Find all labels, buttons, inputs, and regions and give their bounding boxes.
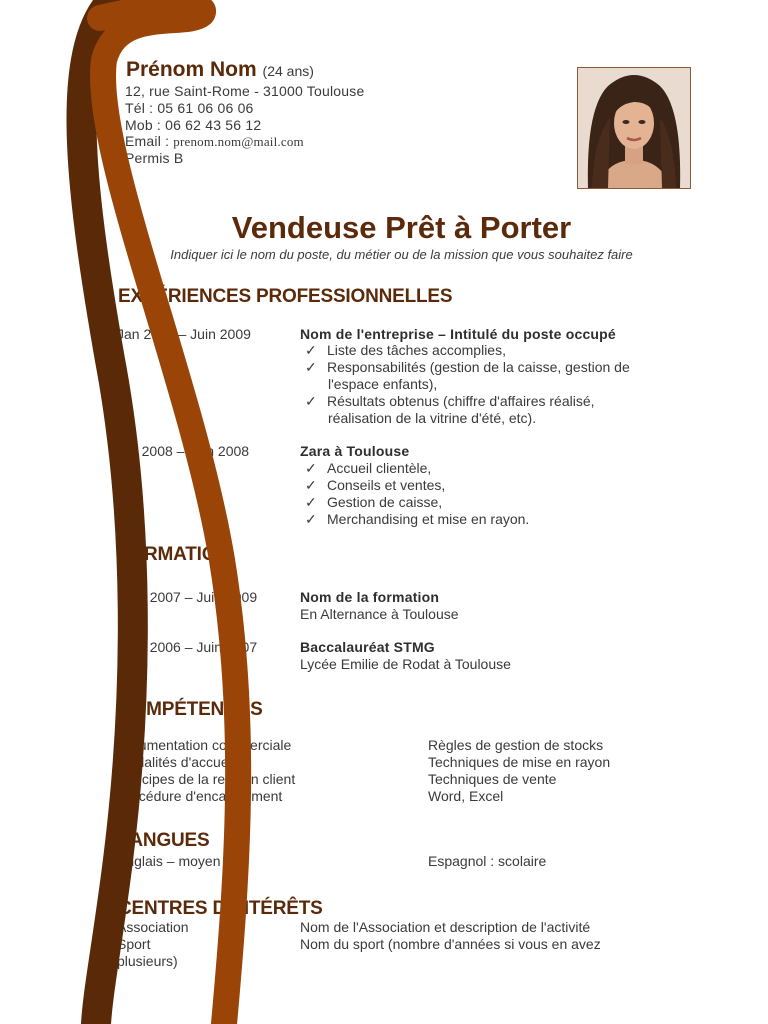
email-value: prenom.nom@mail.com bbox=[173, 134, 304, 149]
competence-item: Argumentation commerciale bbox=[117, 737, 292, 753]
interest-label: Association bbox=[117, 919, 189, 935]
check-mark-icon: ✓ bbox=[305, 494, 317, 510]
experience-heading: Zara à Toulouse bbox=[300, 443, 410, 459]
candidate-name bbox=[126, 58, 314, 82]
task-item: ✓ Liste des tâches accomplies, bbox=[305, 342, 506, 358]
competence-item: Procédure d'encaissement bbox=[117, 788, 283, 804]
check-mark-icon: ✓ bbox=[305, 511, 317, 527]
task-item: ✓ Résultats obtenus (chiffre d'affaires réalisé, bbox=[305, 393, 595, 409]
job-subtitle: Indiquer ici le nom du poste, du métier ou de la mission que vous souhaitez faire bbox=[170, 247, 633, 262]
task-item: ✓ Conseils et ventes, bbox=[305, 477, 446, 493]
formation-detail: En Alternance à Toulouse bbox=[300, 606, 459, 622]
experience-date: Jan 2009 – Juin 2009 bbox=[117, 326, 251, 342]
mobile: Mob : 06 62 43 56 12 bbox=[125, 117, 262, 133]
job-title: Vendeuse Prêt à Porter bbox=[231, 210, 572, 245]
formation-detail: Lycée Emilie de Rodat à Toulouse bbox=[300, 656, 511, 672]
interest-label: Sport bbox=[117, 936, 151, 952]
phone: Tél : 05 61 06 06 06 bbox=[125, 100, 254, 116]
task-item: ✓ Responsabilités (gestion de la caisse, gestion de bbox=[305, 359, 630, 375]
formation-heading: Baccalauréat STMG bbox=[300, 639, 435, 655]
language-item: Espagnol : scolaire bbox=[428, 853, 547, 869]
competence-item: Principes de la relation client bbox=[117, 771, 296, 787]
task-item: ✓ Merchandising et mise en rayon. bbox=[305, 511, 530, 527]
formation-heading: Nom de la formation bbox=[300, 589, 440, 605]
task-item-continuation: l'espace enfants), bbox=[328, 376, 438, 392]
portrait-image bbox=[578, 68, 690, 188]
section-langues-title: LANGUES bbox=[118, 830, 210, 851]
competence-item: Règles de gestion de stocks bbox=[428, 737, 604, 753]
candidate-name-text: Prénom Nom bbox=[126, 58, 257, 81]
section-experiences-title: EXPÉRIENCES PROFESSIONNELLES bbox=[118, 286, 453, 307]
competence-item: Word, Excel bbox=[428, 788, 504, 804]
check-mark-icon: ✓ bbox=[305, 477, 317, 493]
formation-date: Sept 2006 – Juin 2007 bbox=[117, 639, 258, 655]
check-mark-icon: ✓ bbox=[305, 359, 317, 375]
interest-text: Nom de l'Association et description de l'activité bbox=[300, 919, 591, 935]
check-mark-icon: ✓ bbox=[305, 393, 317, 409]
task-item-continuation: réalisation de la vitrine d'été, etc). bbox=[328, 410, 537, 426]
language-item: Anglais – moyen bbox=[117, 853, 221, 869]
task-item: ✓ Gestion de caisse, bbox=[305, 494, 443, 510]
email-label: Email : bbox=[125, 133, 174, 149]
portrait-photo bbox=[577, 67, 691, 189]
email bbox=[125, 133, 304, 150]
competence-item: Techniques de mise en rayon bbox=[428, 754, 611, 770]
interest-continuation: plusieurs) bbox=[117, 953, 178, 969]
check-mark-icon: ✓ bbox=[305, 342, 317, 358]
section-competences-title: COMPÉTENCES bbox=[118, 699, 263, 720]
interest-text: Nom du sport (nombre d'années si vous en avez bbox=[300, 936, 601, 952]
competence-item: Techniques de vente bbox=[428, 771, 557, 787]
task-item: ✓ Accueil clientèle, bbox=[305, 460, 432, 476]
driving-license: Permis B bbox=[125, 150, 184, 166]
candidate-age: (24 ans) bbox=[262, 63, 314, 79]
competence-item: Modalités d'accueil bbox=[117, 754, 235, 770]
experience-heading: Nom de l'entreprise – Intitulé du poste occupé bbox=[300, 326, 616, 342]
address: 12, rue Saint-Rome - 31000 Toulouse bbox=[125, 83, 365, 99]
section-interets-title: CENTRES D'INTÉRÊTS bbox=[118, 898, 323, 919]
check-mark-icon: ✓ bbox=[305, 460, 317, 476]
formation-date: Sept 2007 – Juin 2009 bbox=[117, 589, 258, 605]
section-formation-title: FORMATION bbox=[118, 544, 230, 565]
experience-date: Avr 2008 – Juin 2008 bbox=[117, 443, 250, 459]
